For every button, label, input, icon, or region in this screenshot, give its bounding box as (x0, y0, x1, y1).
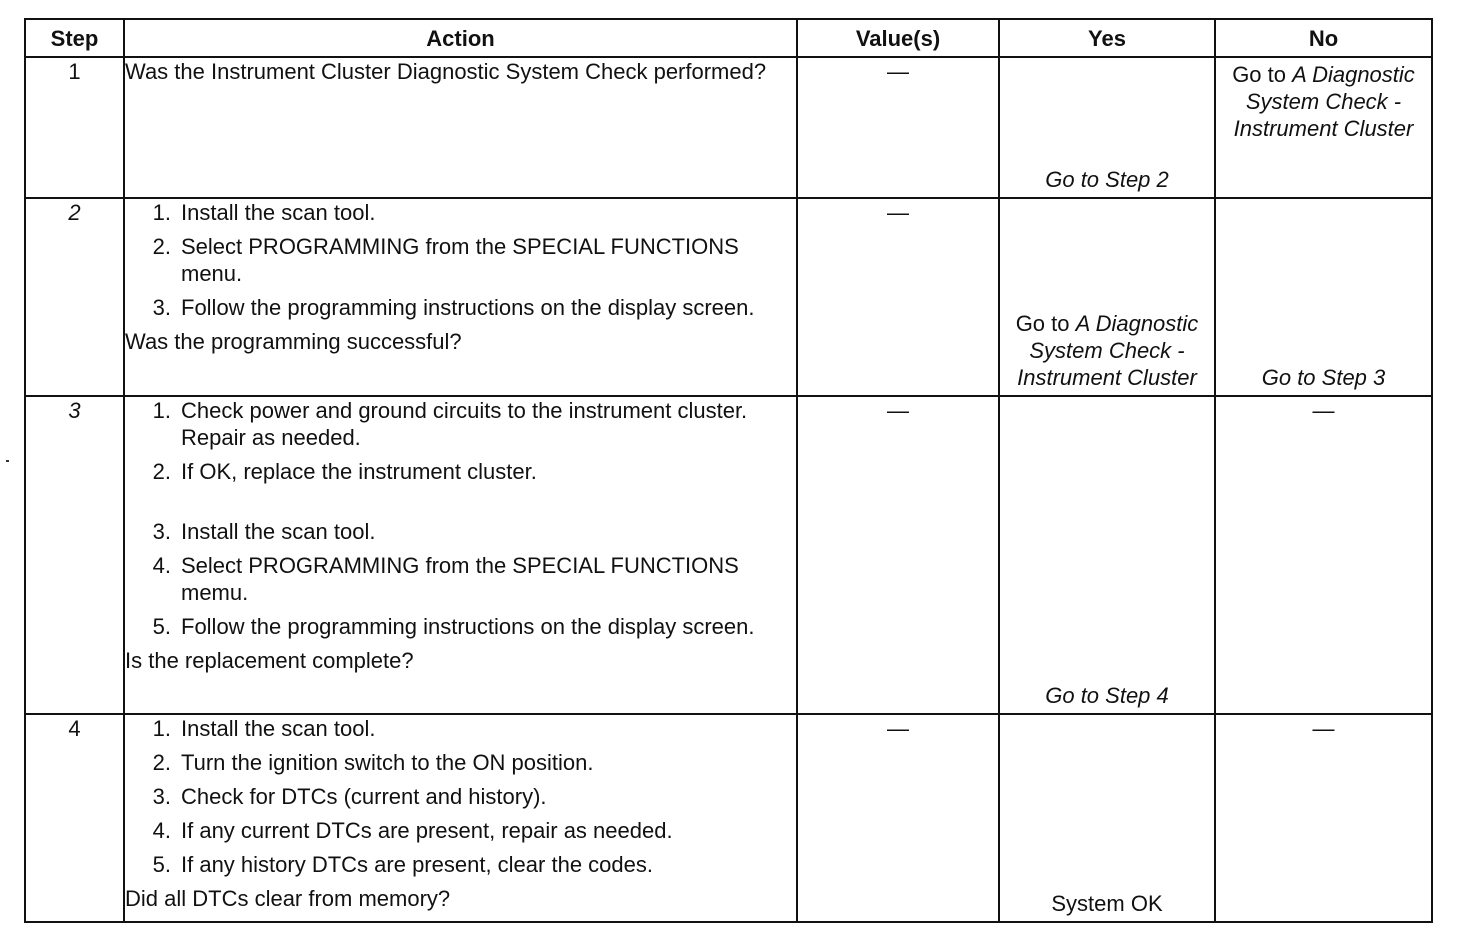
list-item (125, 397, 796, 451)
action-question: Did all DTCs clear from memory? (125, 886, 451, 911)
table-row (25, 198, 1432, 396)
header-row (25, 19, 1432, 57)
no-action: Go to Step 3 (1261, 365, 1386, 390)
list-item-number: 5. (152, 614, 171, 639)
no-cell: — (1215, 714, 1432, 922)
no-action-link: A Diagnostic System Check - Instrument Cluster (1233, 62, 1415, 141)
no-cell (1215, 198, 1432, 396)
action-question: Was the programming successful? (125, 329, 462, 354)
step-number: 4 (25, 714, 124, 922)
list-item-number: 2. (152, 234, 171, 259)
header-yes: Yes (999, 19, 1215, 57)
list-item-text: Install the scan tool. (181, 200, 376, 225)
spacer (125, 492, 796, 518)
diagnostic-table-page (24, 18, 1431, 923)
list-item-text: If OK, replace the instrument cluster. (181, 459, 537, 484)
header-values: Value(s) (797, 19, 999, 57)
list-item-text: Install the scan tool. (181, 716, 376, 741)
yes-action: Go to Step 4 (1045, 683, 1169, 708)
yes-cell (999, 396, 1215, 714)
list-item-text: If any history DTCs are present, clear the codes. (181, 852, 653, 877)
list-item-number: 3. (152, 784, 171, 809)
list-item-text: Install the scan tool. (181, 519, 376, 544)
list-item (125, 851, 796, 878)
list-item-number: 1. (152, 200, 171, 225)
action-question: Is the replacement complete? (125, 648, 414, 673)
list-item-number: 3. (152, 295, 171, 320)
list-item-number: 2. (152, 750, 171, 775)
list-item (125, 518, 796, 545)
list-item-text: Select PROGRAMMING from the SPECIAL FUNCTIONS memu. (181, 553, 739, 605)
action-cell (124, 57, 797, 198)
list-item-text: Turn the ignition switch to the ON position. (181, 750, 594, 775)
table-row (25, 714, 1432, 922)
no-action-prefix: Go to (1232, 62, 1293, 87)
list-item-number: 5. (152, 852, 171, 877)
list-item-number: 4. (152, 553, 171, 578)
list-item-text: Follow the programming instructions on the display screen. (181, 614, 755, 639)
step-number: 1 (25, 57, 124, 198)
diagnostic-table (24, 18, 1433, 923)
list-item-text: Select PROGRAMMING from the SPECIAL FUNCTIONS menu. (181, 234, 739, 286)
list-item (125, 199, 796, 226)
yes-action: Go to Step 2 (1045, 167, 1169, 192)
step-number: 2 (25, 198, 124, 396)
list-item-text: Check power and ground circuits to the instrument cluster. Repair as needed. (181, 398, 748, 450)
yes-action-prefix: Go to (1015, 311, 1076, 336)
scan-artifact (6, 460, 9, 462)
list-item (125, 458, 796, 485)
action-cell (124, 396, 797, 714)
list-item (125, 613, 796, 640)
list-item (125, 749, 796, 776)
table-row (25, 57, 1432, 198)
action-step-list (125, 199, 796, 321)
step-number: 3 (25, 396, 124, 714)
list-item (125, 783, 796, 810)
action-cell (124, 198, 797, 396)
table-row (25, 396, 1432, 714)
action-cell (124, 714, 797, 922)
list-item-number: 3. (152, 519, 171, 544)
action-question: Was the Instrument Cluster Diagnostic System Check performed? (125, 59, 767, 84)
list-item-number: 2. (152, 459, 171, 484)
yes-action (1000, 310, 1214, 391)
list-item-number: 1. (152, 716, 171, 741)
header-no: No (1215, 19, 1432, 57)
list-item-text: Follow the programming instructions on the display screen. (181, 295, 755, 320)
yes-action: System OK (1051, 891, 1163, 916)
yes-action-link: A Diagnostic System Check - Instrument Cluster (1017, 311, 1199, 390)
list-item (125, 294, 796, 321)
list-item-text: If any current DTCs are present, repair as needed. (181, 818, 673, 843)
no-cell: — (1215, 396, 1432, 714)
list-item (125, 552, 796, 606)
list-item (125, 715, 796, 742)
list-item (125, 817, 796, 844)
action-step-list (125, 397, 796, 485)
value-cell: — (797, 396, 999, 714)
action-step-list (125, 715, 796, 878)
list-item-text: Check for DTCs (current and history). (181, 784, 547, 809)
action-step-list (125, 518, 796, 640)
yes-cell (999, 198, 1215, 396)
value-cell: — (797, 198, 999, 396)
header-step: Step (25, 19, 124, 57)
header-action: Action (124, 19, 797, 57)
list-item-number: 4. (152, 818, 171, 843)
list-item (125, 233, 796, 287)
value-cell: — (797, 714, 999, 922)
value-cell: — (797, 57, 999, 198)
yes-cell (999, 714, 1215, 922)
yes-cell (999, 57, 1215, 198)
list-item-number: 1. (152, 398, 171, 423)
no-cell (1215, 57, 1432, 198)
